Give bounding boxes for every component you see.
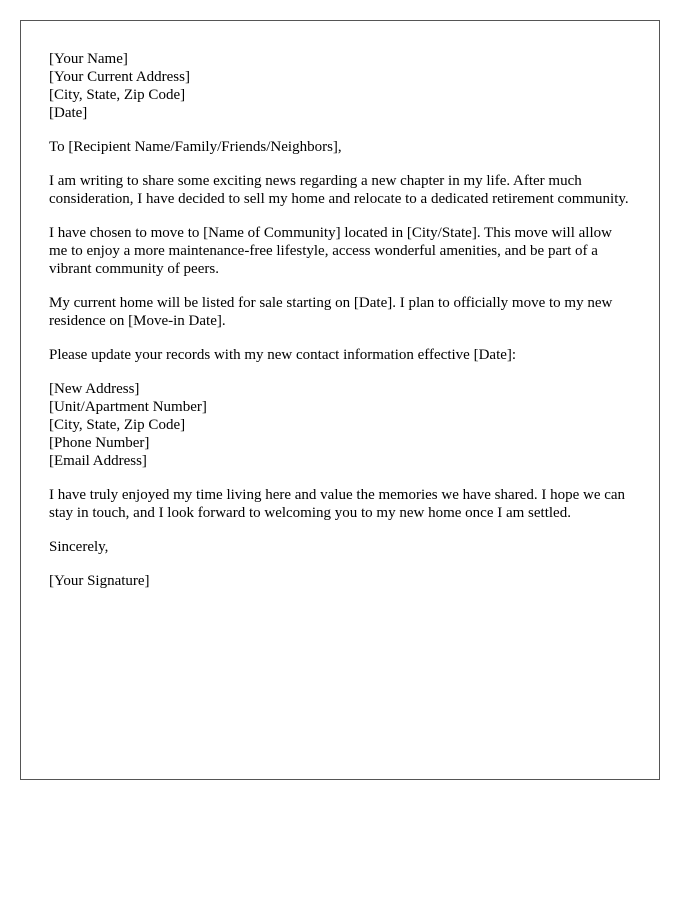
closing: Sincerely, (49, 539, 109, 555)
new-email: [Email Address] (49, 453, 147, 469)
paragraph-announcement: I am writing to share some exciting news regarding a new chapter in my life. After much consideration, I have decided to sell my home and relocate to a dedicated retirement community. (49, 173, 629, 207)
new-phone: [Phone Number] (49, 435, 150, 451)
paragraph-farewell: I have truly enjoyed my time living here and value the memories we have shared. I hope we can stay in touch, and I look forward to welcoming you to my new home once I am settled. (49, 487, 626, 521)
paragraph-community: I have chosen to move to [Name of Community] located in [City/State]. This move will allow me to enjoy a more maintenance-free lifestyle, access wonderful amenities, and be part of a vibrant community of peers. (49, 225, 612, 277)
letter-page (20, 20, 660, 780)
signature: [Your Signature] (49, 573, 150, 589)
sender-date: [Date] (49, 105, 88, 121)
paragraph-dates: My current home will be listed for sale starting on [Date]. I plan to officially move to my new residence on [Move-in Date]. (49, 295, 613, 329)
new-unit: [Unit/Apartment Number] (49, 399, 207, 415)
new-city-state-zip: [City, State, Zip Code] (49, 417, 186, 433)
letter-content (49, 50, 633, 590)
sender-city-state-zip: [City, State, Zip Code] (49, 87, 186, 103)
paragraph-update-records: Please update your records with my new contact information effective [Date]: (49, 347, 517, 363)
new-address: [New Address] (49, 381, 140, 397)
salutation: To [Recipient Name/Family/Friends/Neighbors], (49, 139, 342, 155)
sender-block (49, 50, 633, 122)
sender-name: [Your Name] (49, 51, 128, 67)
sender-address: [Your Current Address] (49, 69, 190, 85)
new-contact-block (49, 380, 633, 470)
